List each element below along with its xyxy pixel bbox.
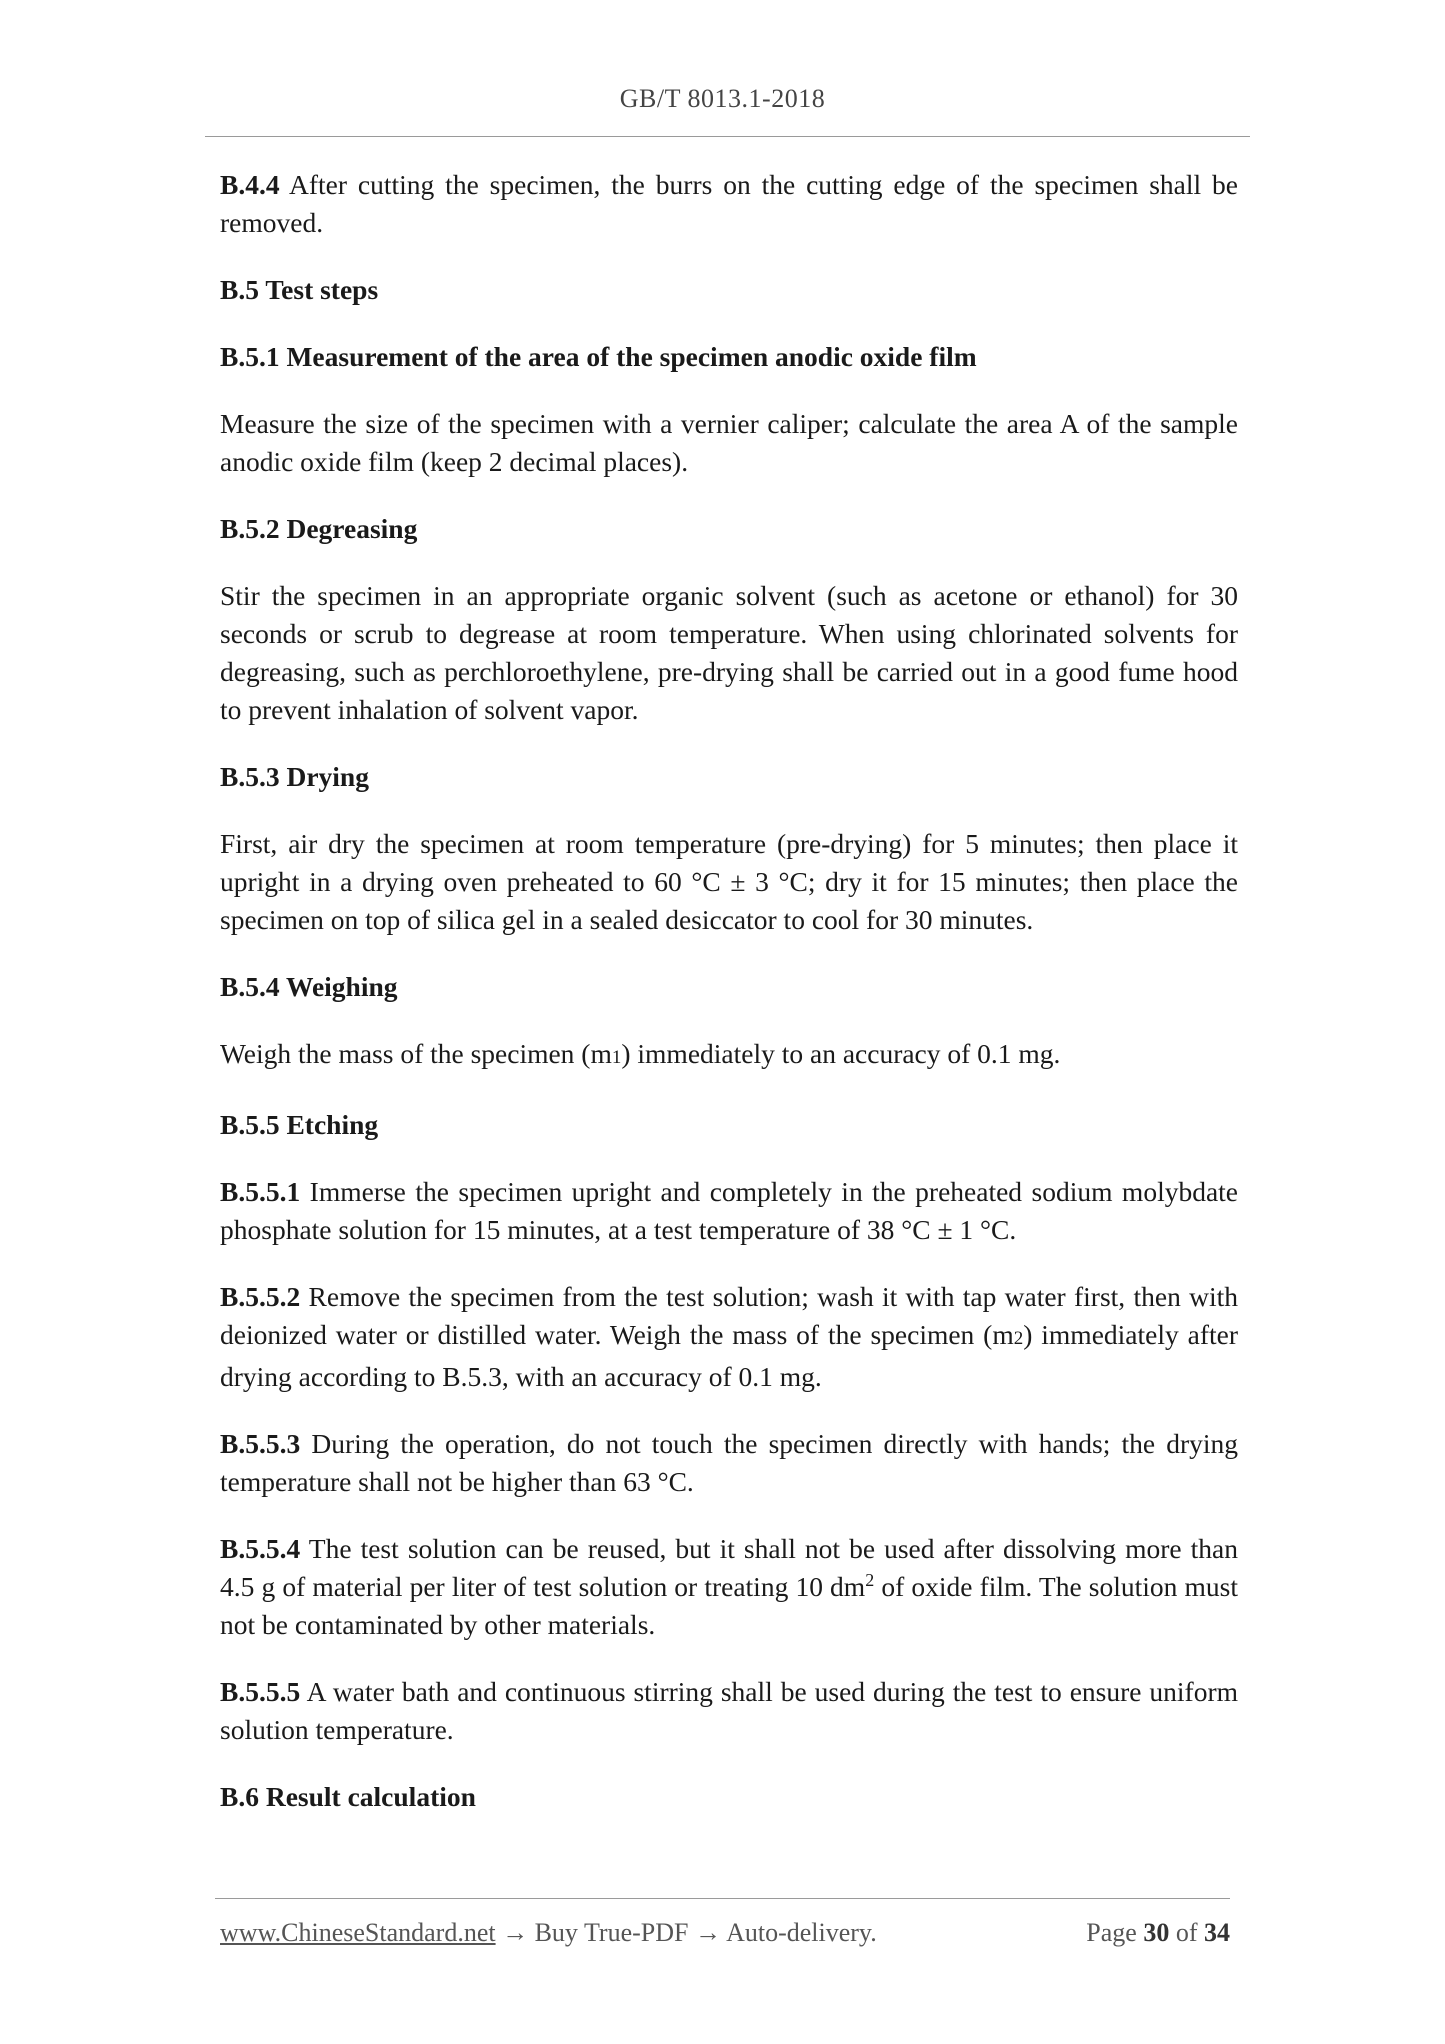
current-page-number: 30 [1143,1918,1170,1947]
subscript: 2 [1013,1328,1024,1349]
clause-text: Remove the specimen from the test solution; wash it with tap water first, then with deionized water or distilled water. Weigh the mass of the specimen (m [220,1281,1239,1350]
auto-delivery-text: Auto-delivery. [726,1918,877,1947]
clause-b-5-5-3 [220,1425,1238,1501]
clause-b-5-5-1 [220,1173,1238,1249]
clause-number: B.5.5.3 [220,1428,301,1459]
total-pages-number: 34 [1204,1918,1230,1947]
clause-number: B.4.4 [220,169,280,200]
clause-number: B.5.5.1 [220,1176,301,1207]
clause-text: The test solution can be reused, but it shall not be used after dissolving more than 4.5 g of material per liter of test solution or treating 10 dm [220,1533,1238,1602]
arrow-right-icon: → [502,1918,529,1947]
clause-text: During the operation, do not touch the specimen directly with hands; the drying temperature shall not be higher than 63 °C. [220,1428,1238,1497]
of-label: of [1175,1918,1198,1947]
paragraph-b-5-3: First, air dry the specimen at room temperature (pre-drying) for 5 minutes; then place it upright in a drying oven preheated to 60 °C ± 3 °C; dry it for 15 minutes; then place the specimen on top of silica gel in a sealed desiccator to cool for 30 minutes. [220,828,1238,935]
clause-number: B.5.5.5 [220,1676,301,1707]
document-body [220,166,1238,1845]
section-heading-b-5-4: B.5.4 Weighing [220,971,398,1002]
section-heading-b-5-2: B.5.2 Degreasing [220,513,418,544]
header-divider [205,136,1250,137]
section-heading-b-5-5: B.5.5 Etching [220,1109,379,1140]
section-heading-b-5-3: B.5.3 Drying [220,761,369,792]
arrow-right-icon: → [695,1918,721,1947]
section-heading-b-6: B.6 Result calculation [220,1781,476,1812]
text-segment: Weigh the mass of the specimen (m [220,1038,612,1069]
subscript: 1 [611,1047,622,1068]
website-link[interactable]: www.ChineseStandard.net [220,1918,496,1947]
superscript: 2 [865,1570,875,1590]
buy-true-pdf-text: Buy True-PDF [534,1918,689,1947]
paragraph-b-5-2: Stir the specimen in an appropriate organic solvent (such as acetone or ethanol) for 30 seconds or scrub to degrease at room temperature. When using chlorinated solvents for degreasing, such as perchloroethylene, pre-drying shall be carried out in a good fume hood to prevent inhalation of solvent vapor. [220,580,1238,725]
clause-number: B.5.5.2 [220,1281,301,1312]
page-indicator [1086,1918,1230,1948]
clause-b-5-5-4 [220,1530,1238,1644]
clause-text: After cutting the specimen, the burrs on the cutting edge of the specimen shall be removed. [220,169,1239,238]
paragraph-b-5-1: Measure the size of the specimen with a vernier caliper; calculate the area A of the sample anodic oxide film (keep 2 decimal places). [220,408,1238,477]
footer-divider [215,1898,1230,1899]
clause-text: A water bath and continuous stirring shall be used during the test to ensure uniform solution temperature. [220,1676,1238,1745]
page-header-title: GB/T 8013.1-2018 [619,84,826,113]
footer-promo [220,1918,877,1948]
section-heading-b-5: B.5 Test steps [220,274,379,305]
clause-text: of oxide film. The solution must not be contaminated by other materials. [220,1571,1238,1640]
clause-number: B.5.5.4 [220,1533,301,1564]
clause-b-5-5-2 [220,1278,1238,1396]
clause-b-5-5-5 [220,1673,1238,1749]
page-label: Page [1086,1918,1137,1947]
clause-b-4-4 [220,166,1238,242]
text-segment: ) immediately to an accuracy of 0.1 mg. [621,1038,1061,1069]
clause-text: Immerse the specimen upright and completely in the preheated sodium molybdate phosphate solution for 15 minutes, at a test temperature of 38 °C ± 1 °C. [220,1176,1239,1245]
clause-text: ) immediately after drying according to B.5.3, with an accuracy of 0.1 mg. [220,1319,1238,1392]
section-heading-b-5-1: B.5.1 Measurement of the area of the specimen anodic oxide film [220,341,977,372]
paragraph-b-5-4 [220,1035,1238,1077]
